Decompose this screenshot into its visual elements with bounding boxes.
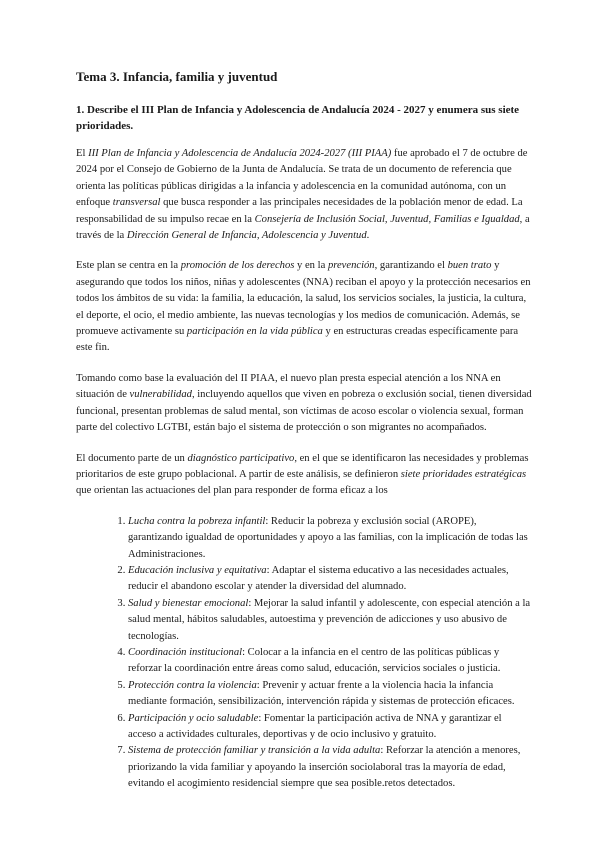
text-run: . [366,230,370,242]
question-heading: 1. Describe el III Plan de Infancia y Adolescencia de Andalucía 2024 - 2027 y enumera sus siete prioridades. [76,104,520,132]
emphasis-text: siete prioridades estratégicas [400,468,527,480]
priority-name: Coordinación institucional [128,646,243,658]
text-run: El [76,148,89,159]
text-run: , en el que se identificaron las necesidades y problemas prioritarios de este grupo poblacional. A partir de este análisis, se definieron [76,452,529,480]
text-run: y en la [294,260,328,272]
text-run: El documento parte de un [76,452,188,464]
text-run: Tomando como base la evaluación del II PIAA, el nuevo plan presta especial atención a los NNA en situación de [76,372,501,401]
priority-description: : Prevenir y actuar frente a la violencia hacia la infancia mediante formación, sensibilización, intervención rápida y sistemas de protección eficaces. [128,679,515,708]
emphasis-text: diagnóstico participativo [187,452,295,464]
priority-item [128,514,532,563]
document-page [76,68,532,793]
priority-description: : Reforzar la atención a menores, priorizando la vida familiar y apoyando la inserción sociolaboral tras la mayoría de edad, evitando el acogimiento residencial siempre que sea posible.retos detectados. [128,745,521,790]
priority-item [128,678,532,711]
priority-name: Participación y ocio saludable [128,712,259,724]
emphasis-text: III Plan de Infancia y Adolescencia de Andalucía 2024-2027 (III PIAA) [88,148,392,159]
priorities-list [76,514,532,793]
paragraph [76,371,532,437]
priority-name: Educación inclusiva y equitativa [128,564,267,576]
paragraph [76,146,532,244]
document-title: Tema 3. Infancia, familia y juventud [76,69,278,84]
priority-description: : Colocar a la infancia en el centro de las políticas públicas y reforzar la coordinación entre áreas como salud, educación, servicios sociales o justicia. [128,646,501,675]
emphasis-text: transversal [112,197,161,209]
paragraph [76,258,532,356]
priority-description: : Adaptar el sistema educativo a las necesidades actuales, reducir el abandono escolar y atender la diversidad del alumnado. [128,564,509,593]
text-run: , garantizando el [374,260,448,272]
answer-body [76,146,532,500]
priority-item [128,563,532,596]
paragraph [76,451,532,500]
emphasis-text: vulnerabilidad [129,389,192,401]
priority-name: Sistema de protección familiar y transición a la vida adulta [128,745,381,757]
priority-name: Salud y bienestar emocional [128,597,249,609]
emphasis-text: participación en la vida pública [186,326,323,338]
priority-description: : Mejorar la salud infantil y adolescente, con especial atención a la salud mental, hábitos saludables, autoestima y prevención de adicciones y uso abusivo de tecnologías. [128,597,531,642]
priority-name: Lucha contra la pobreza infantil [128,515,266,527]
emphasis-text: Dirección General de Infancia, Adolescencia y Juventud [126,230,367,242]
text-run: , incluyendo aquellos que viven en pobreza o exclusión social, tienen diversidad funcional, presentan problemas de salud mental, son víctimas de acoso escolar o violencia sexual, forman parte del colectivo LGTBI, están bajo el sistema de protección o son migrantes no acompañados. [76,389,532,434]
text-run: fue aprobado el 7 de octubre de 2024 por el Consejo de Gobierno de la Junta de Andalucía. Se trata de un documento de referencia que orienta las políticas públicas dirigidas a la infancia y adolescencia en la comunidad autónoma, con un enfoque [76,148,528,209]
priority-description: : Reducir la pobreza y exclusión social (AROPE), garantizando igualdad de oportunidades y apoyo a las familias, con la implicación de todas las Administraciones. [128,515,528,560]
priority-item [128,743,532,792]
text-run: , a través de la [76,213,530,242]
priority-item [128,596,532,645]
text-run: que orientan las actuaciones del plan para responder de forma eficaz a los [76,485,388,497]
text-run: Este plan se centra en la [76,260,181,272]
emphasis-text: prevención [327,260,375,272]
priority-item [128,645,532,678]
priority-name: Protección contra la violencia [128,679,257,691]
text-run: y asegurando que todos los niños, niñas y adolescentes (NNA) reciban el apoyo y la protección necesarios en todos los ámbitos de su vida: la familia, la educación, la salud, los servicios sociales, la justicia, la cultura, el deporte, el ocio, el medio ambiente, las nuevas tecnologías y los medios de comunicación. Además, se promueve activamente su [76,260,531,338]
priority-description: : Fomentar la participación activa de NNA y garantizar el acceso a actividades culturales, deportivas y de ocio inclusivo y gratuito. [128,712,502,740]
text-run: y en estructuras creadas específicamente para este fin. [76,326,519,354]
emphasis-text: buen trato [447,260,492,272]
text-run: que busca responder a las principales necesidades de la población menor de edad. La responsabilidad de su impulso recae en la [76,197,523,225]
priority-item [128,711,532,744]
emphasis-text: Consejería de Inclusión Social, Juventud, Familias e Igualdad [254,213,520,225]
emphasis-text: promoción de los derechos [180,260,295,272]
